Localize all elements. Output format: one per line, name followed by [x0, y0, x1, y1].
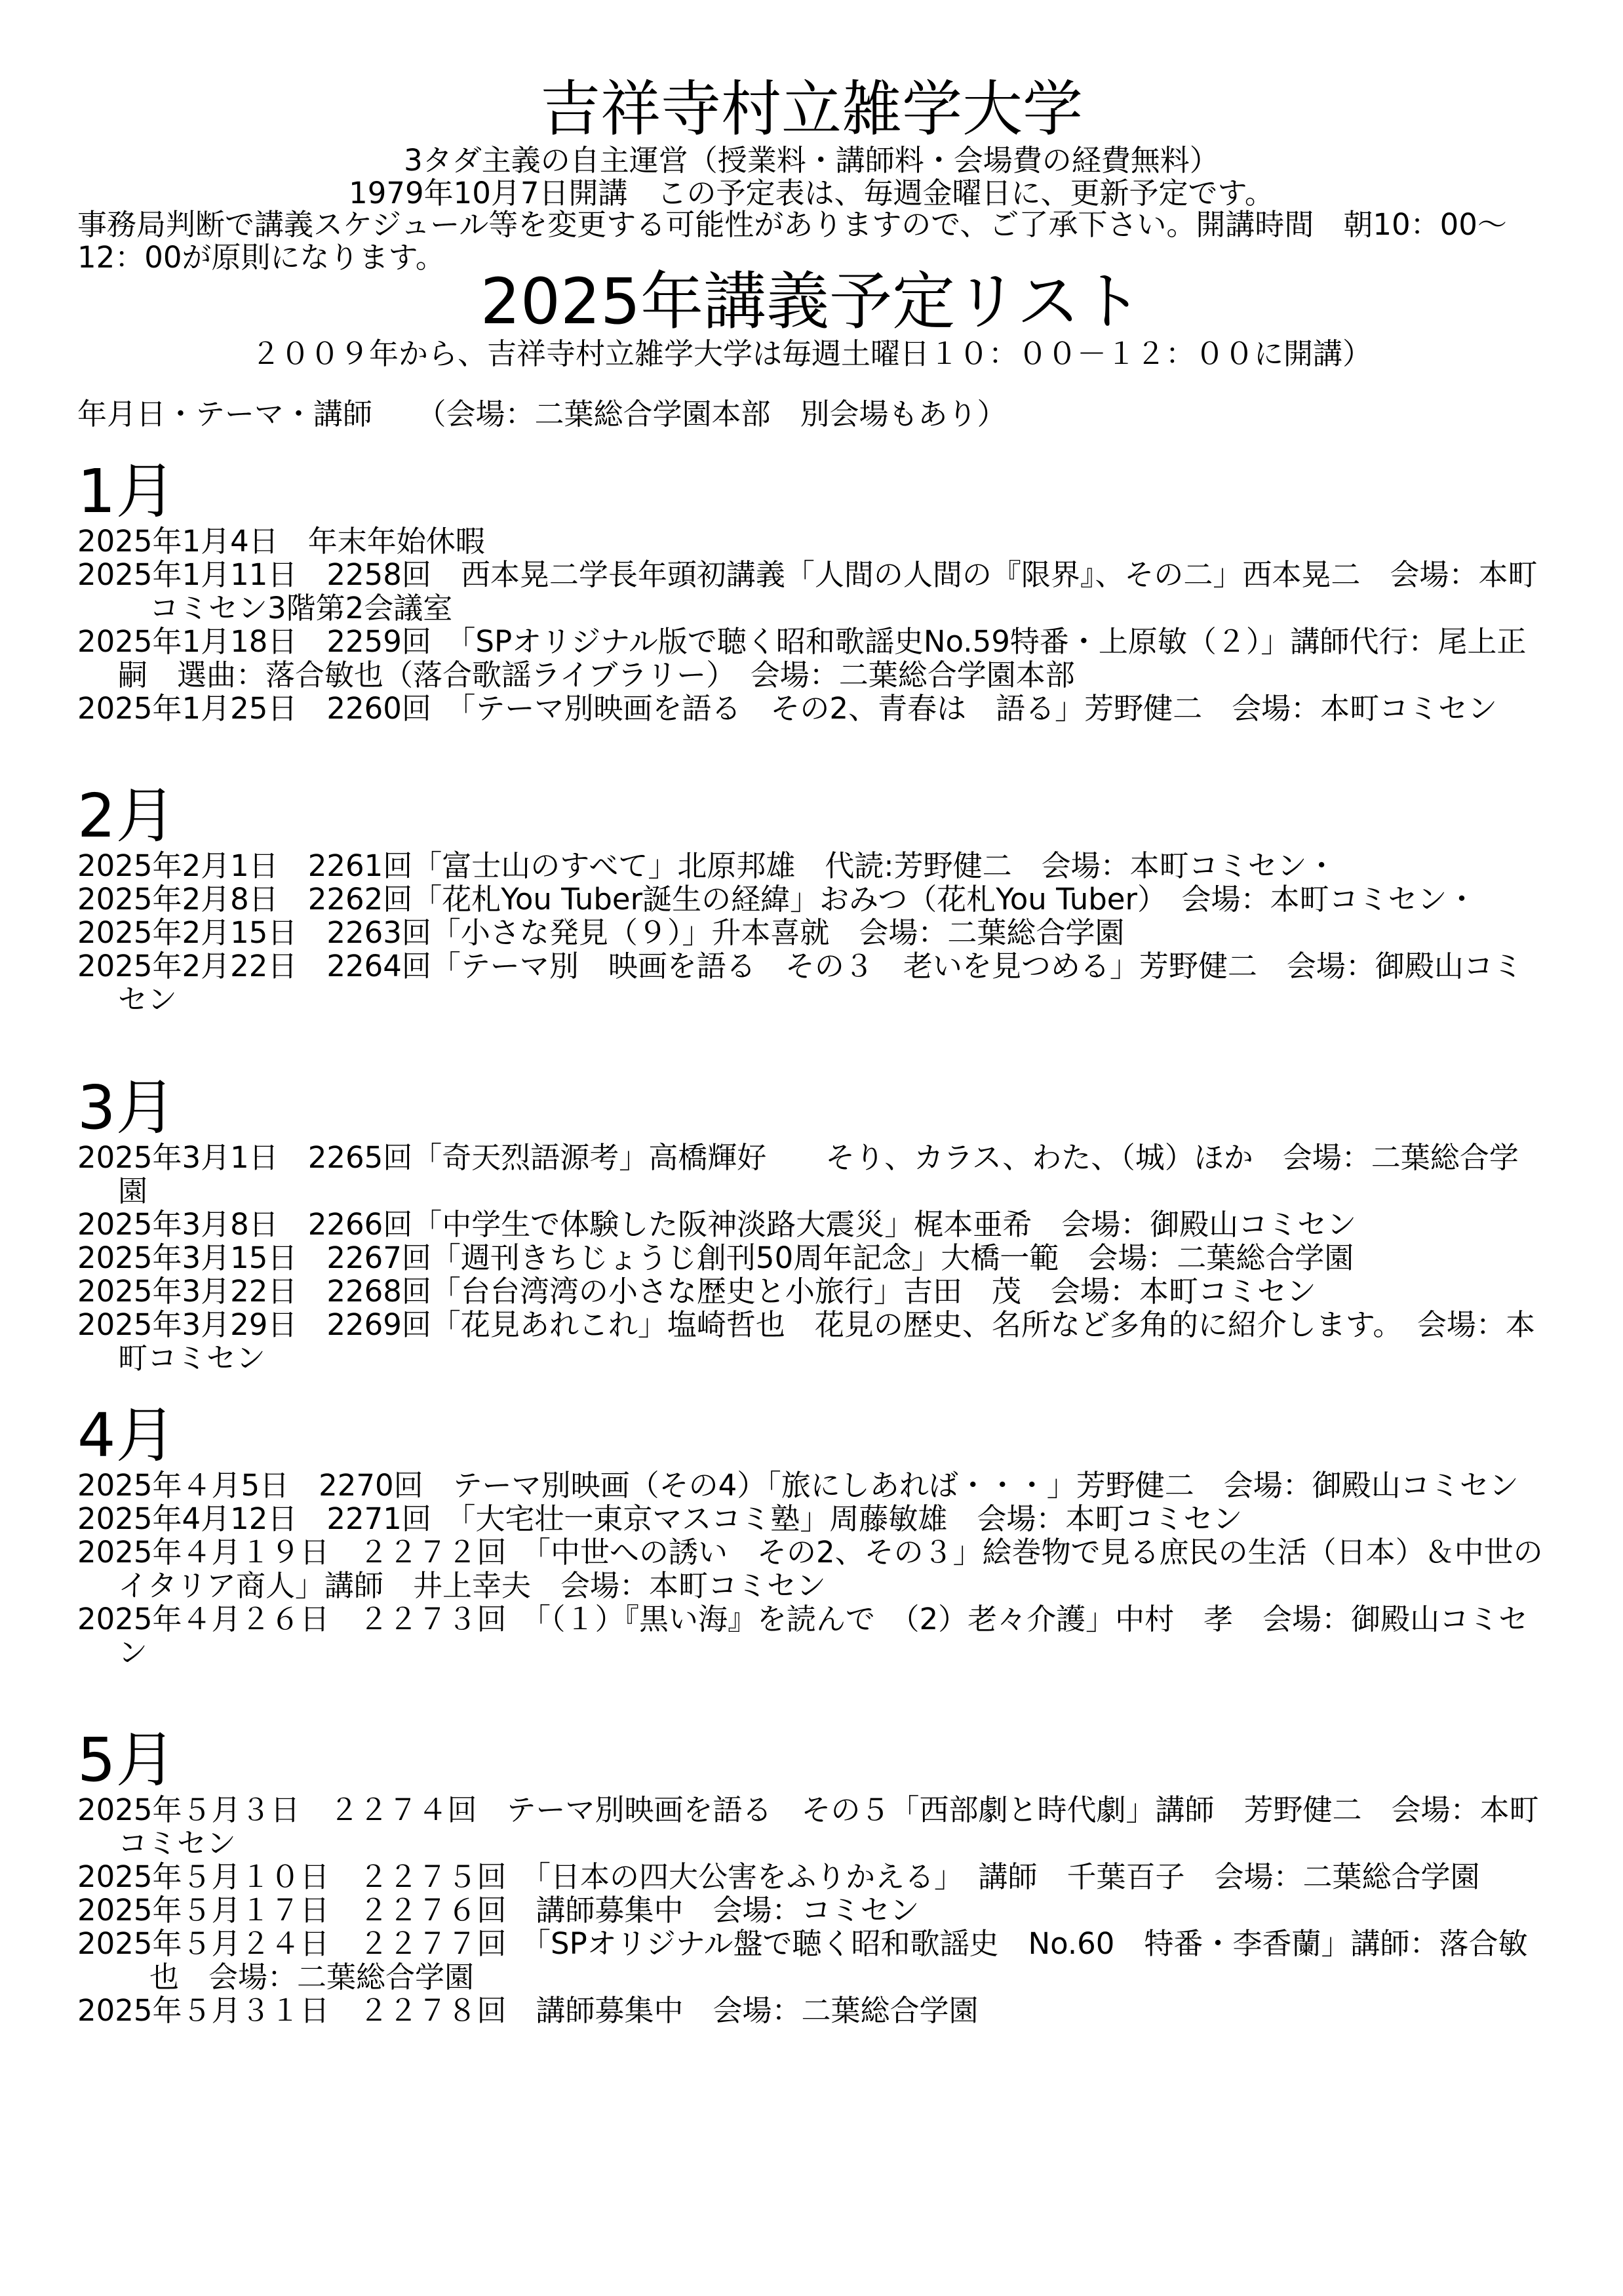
- month-section-may: [77, 1725, 1546, 2028]
- lecture-entry: 2025年５月３１日 ２２７８回 講師募集中 会場：二葉総合学園: [77, 1993, 979, 2028]
- month-section-april: [77, 1400, 1546, 1670]
- lecture-entry: 2025年2月22日 2264回「テーマ別 映画を語る その３ 老いを見つめる」芳野健二 会場：御殿山コミセン: [77, 949, 1523, 1017]
- lecture-entry: 2025年４月１９日 ２２７２回 「中世への誘い その2、その３」絵巻物で見る庶民の生活（日本）＆中世のイタリア商人」講師 井上幸夫 会場：本町コミセン: [77, 1535, 1543, 1603]
- lecture-entry: 2025年2月1日 2261回「富士山のすべて」北原邦雄 代読:芳野健二 会場：本町コミセン・: [77, 848, 1337, 883]
- lecture-entry: 2025年3月1日 2265回「奇天烈語源考」高橋輝好 そり、カラス、わた、（城）ほか 会場：二葉総合学園: [77, 1140, 1519, 1208]
- lecture-entry: 2025年1月4日 年末年始休暇: [77, 524, 485, 559]
- month-section-march: [77, 1075, 1546, 1375]
- month-heading: 5月: [77, 1725, 176, 1795]
- lecture-entry: 2025年3月22日 2268回「台台湾湾の小さな歴史と小旅行」吉田 茂 会場：本町コミセン: [77, 1274, 1316, 1309]
- month-section-january: [77, 456, 1546, 726]
- lecture-entry: 2025年3月15日 2267回「週刊きちじょうじ創刊50周年記念」大橋一範 会場：二葉総合学園: [77, 1240, 1354, 1275]
- lecture-entry: 2025年2月8日 2262回「花札You Tuber誕生の経緯」おみつ（花札You Tuber） 会場：本町コミセン・: [77, 882, 1477, 917]
- schedule-subnote: ２００９年から、吉祥寺村立雑学大学は毎週土曜日１０：００－１２：００に開講）: [250, 336, 1372, 371]
- lecture-entry: 2025年５月１０日 ２２７５回 「日本の四大公害をふりかえる」 講師 千葉百子 会場：二葉総合学園: [77, 1859, 1480, 1894]
- page-title: 吉祥寺村立雑学大学: [539, 74, 1083, 144]
- lecture-entry: 2025年3月29日 2269回「花見あれこれ」塩崎哲也 花見の歴史、名所など多角的に紹介します。 会場：本町コミセン: [77, 1307, 1535, 1376]
- columns-line: 年月日・テーマ・講師 （会場：二葉総合学園本部 別会場もあり）: [77, 397, 1007, 431]
- lecture-entry: 2025年５月１７日 ２２７６回 講師募集中 会場：コミセン: [77, 1893, 920, 1928]
- month-heading: 2月: [77, 781, 176, 851]
- month-section-february: [77, 783, 1546, 1016]
- lecture-entry: 2025年2月15日 2263回「小さな発見（９）」升本喜就 会場：二葉総合学園: [77, 915, 1125, 950]
- lecture-entry: 2025年3月8日 2266回「中学生で体験した阪神淡路大震災」梶本亜希 会場：御殿山コミセン: [77, 1207, 1357, 1242]
- month-heading: 3月: [77, 1073, 176, 1143]
- lecture-entry: 2025年４月5日 2270回 テーマ別映画（その4）「旅にしあれば・・・」芳野健二 会場：御殿山コミセン: [77, 1468, 1519, 1503]
- intro-line-1: 3タダ主義の自主運営（授業料・講師料・会場費の経費無料）: [404, 143, 1219, 178]
- lecture-entry: 2025年4月12日 2271回 「大宅壮一東京マスコミ塾」周藤敏雄 会場：本町コミセン: [77, 1501, 1243, 1536]
- lecture-entry: 2025年1月25日 2260回 「テーマ別映画を語る その2、青春は 語る」芳野健二 会場：本町コミセン: [77, 691, 1498, 726]
- schedule-subtitle: 2025年講義予定リスト: [480, 265, 1143, 338]
- lecture-entry: 2025年５月２４日 ２２７７回 「SPオリジナル盤で聴く昭和歌謡史 No.60 特番・李香蘭」講師：落合敏也 会場：二葉総合学園: [77, 1926, 1528, 1994]
- lecture-entry: 2025年1月18日 2259回 「SPオリジナル版で聴く昭和歌謡史No.59特番・上原敏（２）」講師代行：尾上正嗣 選曲：落合敏也（落合歌謡ライブラリー） 会場：二葉総合学園本部: [77, 624, 1527, 692]
- intro-line-2: 1979年10月7日開講 この予定表は、毎週金曜日に、更新予定です。: [349, 176, 1274, 210]
- lecture-entry: 2025年５月３日 ２２７４回 テーマ別映画を語る その５「西部劇と時代劇」講師 芳野健二 会場：本町コミセン: [77, 1792, 1539, 1861]
- lecture-entry: 2025年1月11日 2258回 西本晃二学長年頭初講義「人間の人間の『限界』、その二」西本晃二 会場：本町コミセン3階第2会議室: [77, 557, 1538, 625]
- month-heading: 4月: [77, 1400, 176, 1471]
- lecture-entry: 2025年４月２６日 ２２７３回 「（１）『黒い海』を読んで （2）老々介護」中村 孝 会場：御殿山コミセン: [77, 1602, 1529, 1670]
- month-heading: 1月: [77, 456, 176, 526]
- schedule-notice: 事務局判断で講義スケジュール等を変更する可能性がありますので、ご了承下さい。開講時間 朝10：00～12：00が原則になります。: [77, 207, 1507, 275]
